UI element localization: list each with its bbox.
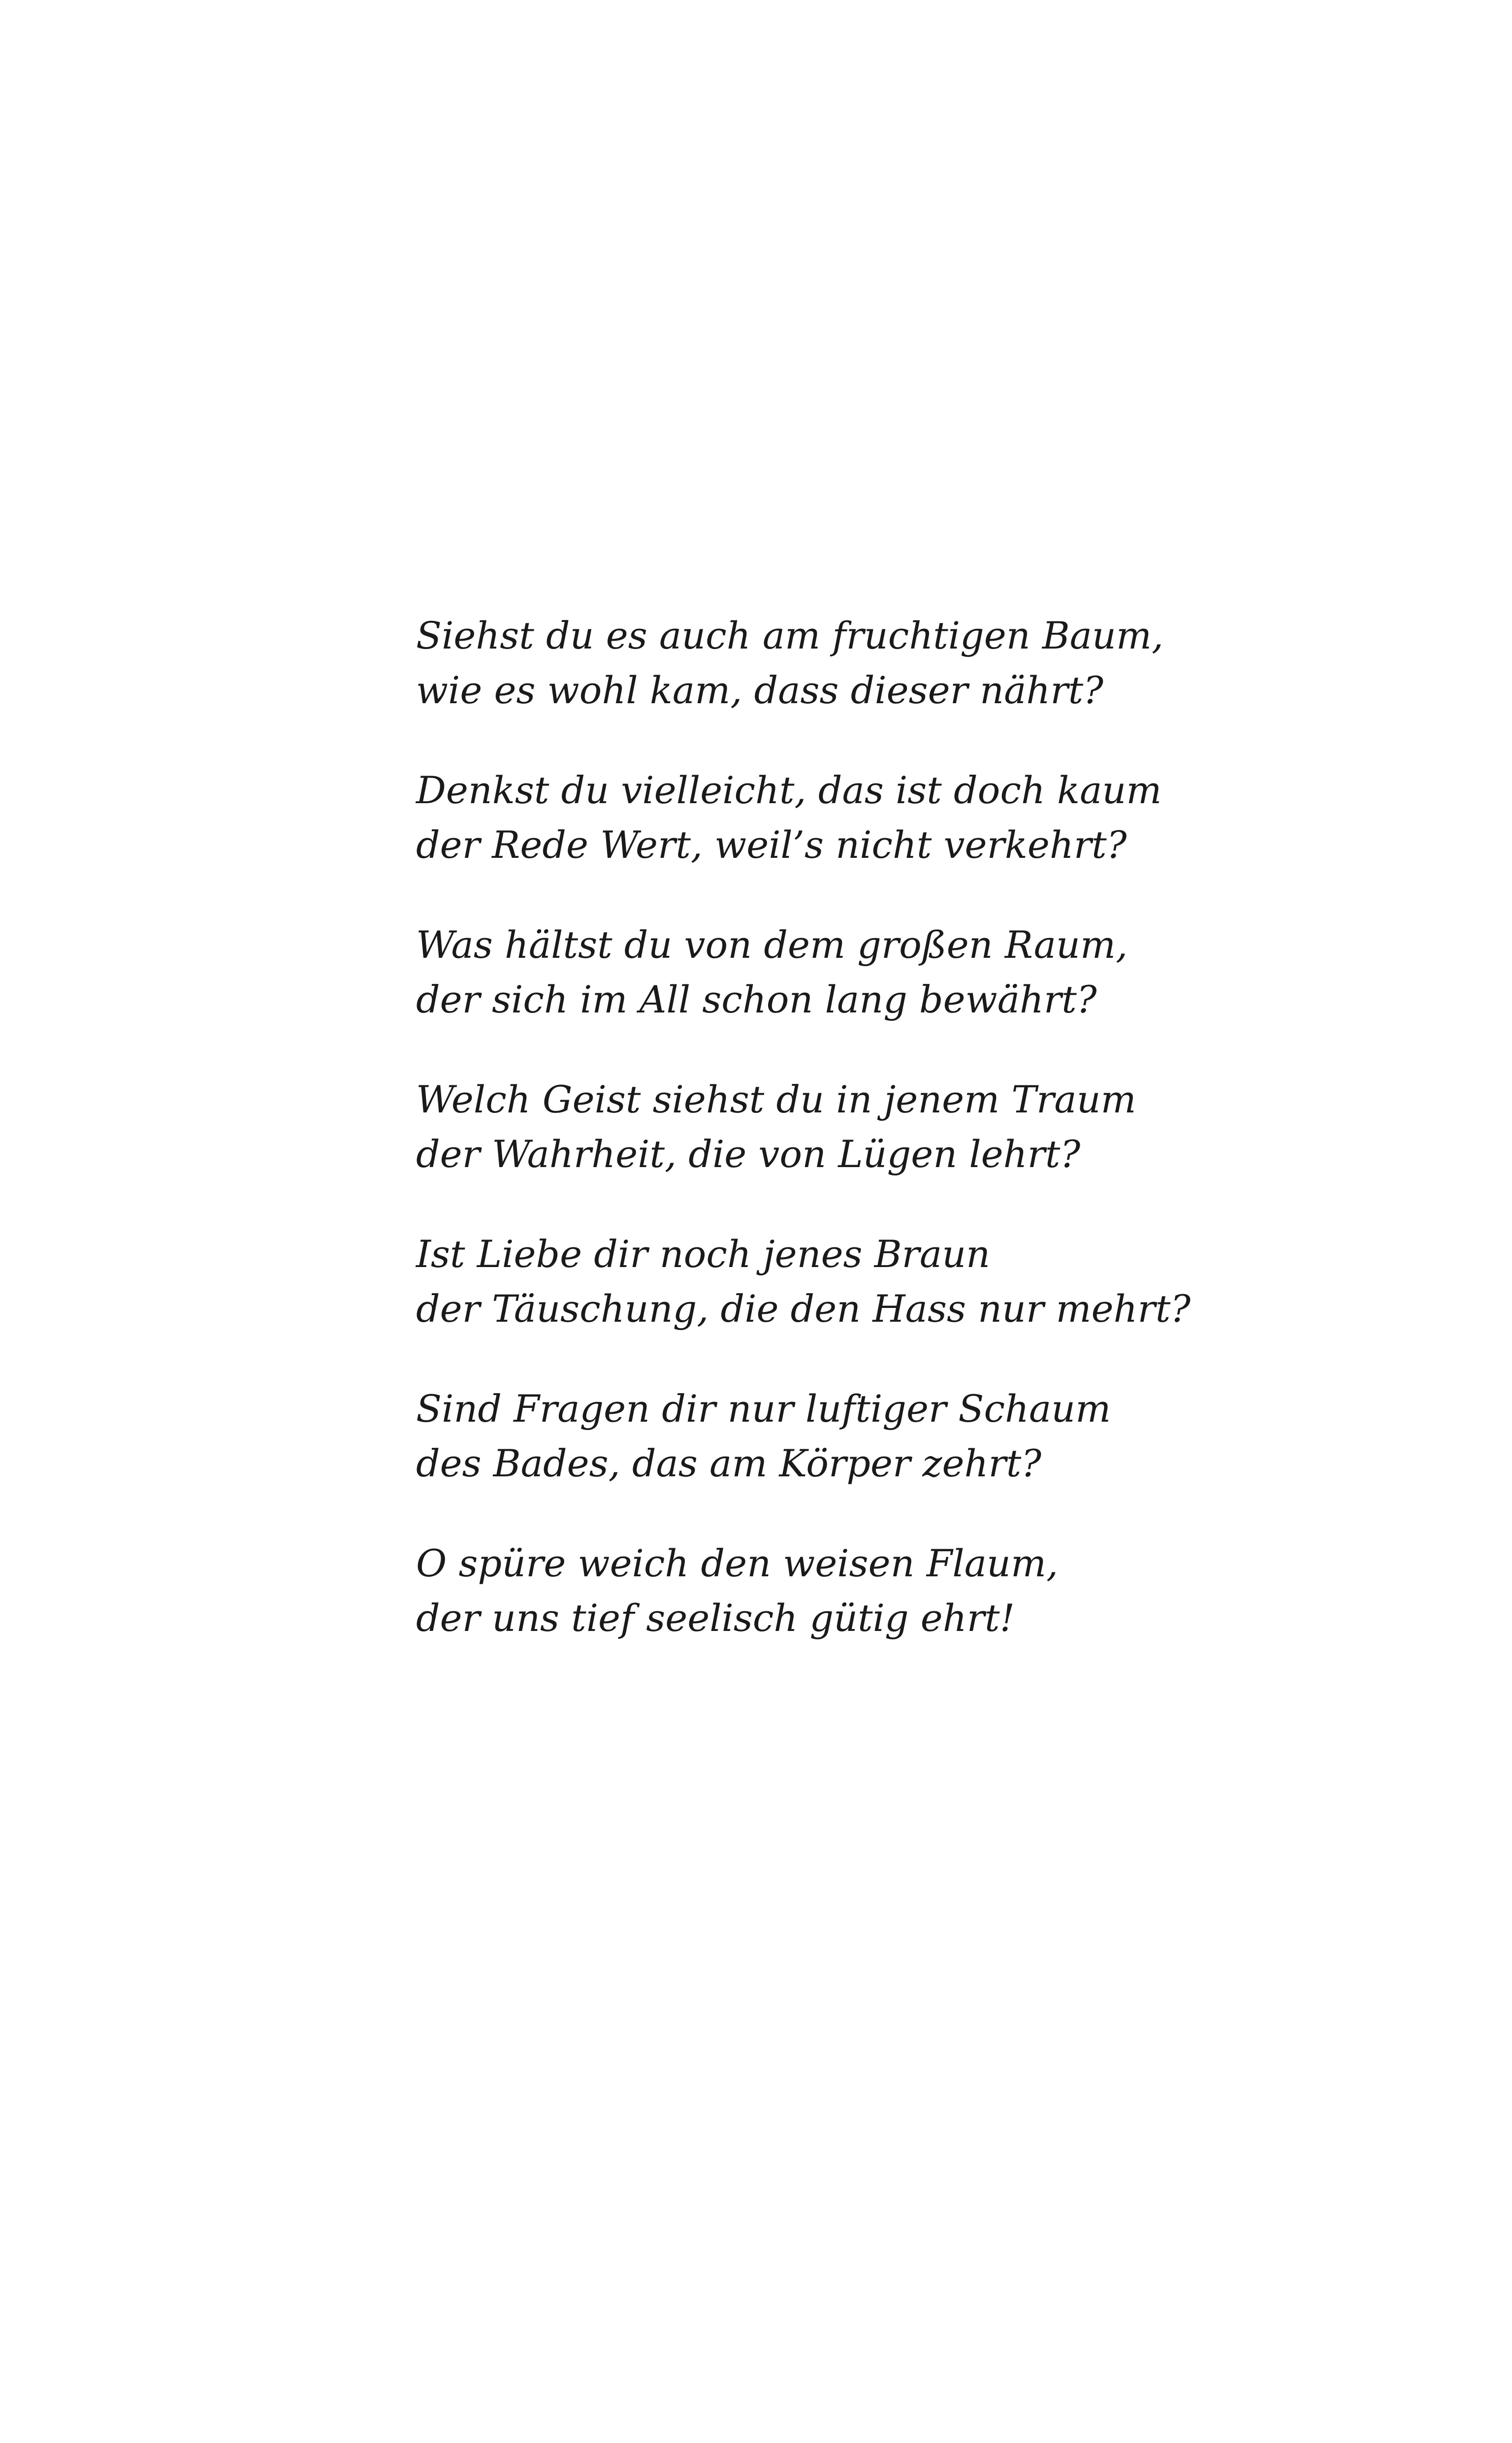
poem-line: des Bades, das am Körper zehrt? bbox=[416, 1441, 1042, 1485]
poem-line: Was hältst du von dem großen Raum, bbox=[416, 923, 1128, 967]
stanza-7 bbox=[416, 1536, 1401, 1691]
poem-line: der Wahrheit, die von Lügen lehrt? bbox=[416, 1132, 1081, 1176]
poem-line: Sind Fragen dir nur luftiger Schaum bbox=[416, 1387, 1111, 1431]
poem-line: wie es wohl kam, dass dieser nährt? bbox=[416, 668, 1103, 712]
poem bbox=[416, 608, 1401, 1691]
poem-line: der Täuschung, die den Hass nur mehrt? bbox=[416, 1287, 1191, 1331]
stanza-5 bbox=[416, 1227, 1401, 1381]
stanza-1 bbox=[416, 608, 1401, 763]
poem-line: O spüre weich den weisen Flaum, bbox=[416, 1541, 1059, 1585]
poem-line: der uns tief seelisch gütig ehrt! bbox=[416, 1596, 1015, 1640]
poem-line: der Rede Wert, weil’s nicht verkehrt? bbox=[416, 823, 1127, 867]
poem-line: Siehst du es auch am fruchtigen Baum, bbox=[416, 614, 1164, 657]
stanza-2 bbox=[416, 763, 1401, 917]
poem-line: Denkst du vielleicht, das ist doch kaum bbox=[416, 768, 1162, 812]
stanza-6 bbox=[416, 1381, 1401, 1536]
poem-line: Welch Geist siehst du in jenem Traum bbox=[416, 1077, 1136, 1121]
stanza-3 bbox=[416, 917, 1401, 1072]
stanza-4 bbox=[416, 1072, 1401, 1227]
poem-line: der sich im All schon lang bewährt? bbox=[416, 977, 1097, 1021]
poem-line: Ist Liebe dir noch jenes Braun bbox=[416, 1232, 991, 1276]
